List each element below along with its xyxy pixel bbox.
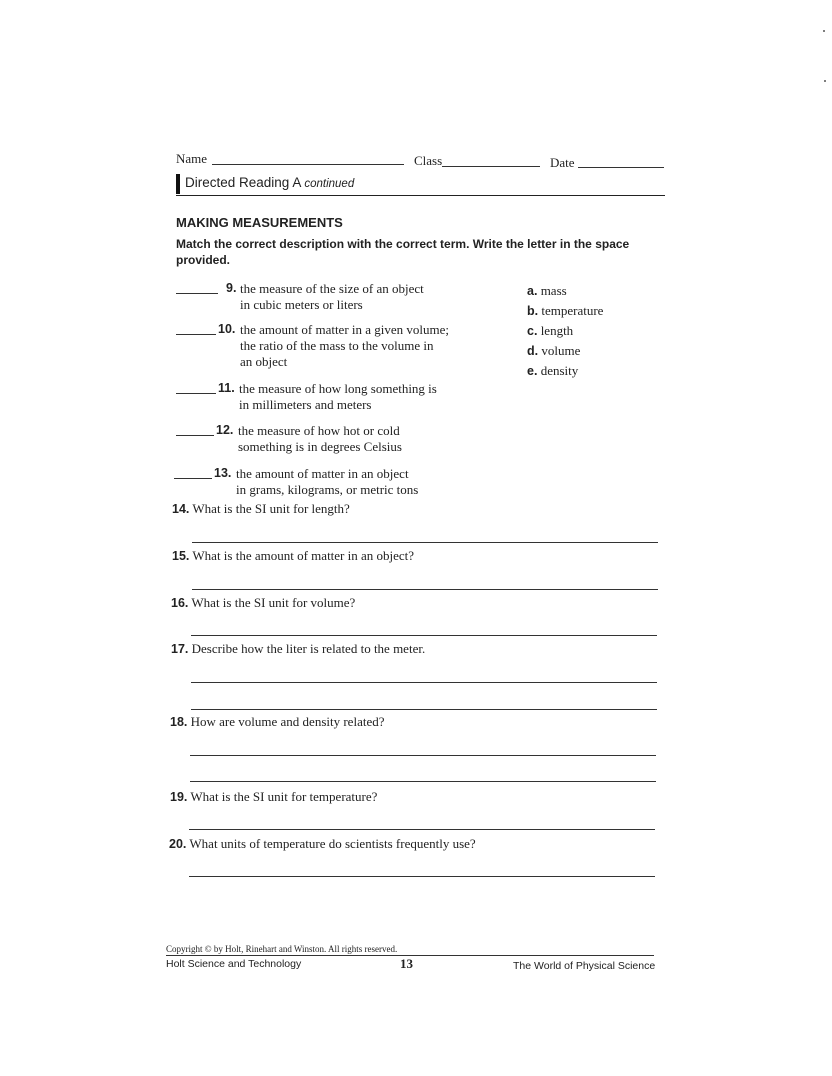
instructions: Match the correct description with the correct term. Write the letter in the space provided. xyxy=(176,237,630,267)
item-number: 9. xyxy=(226,281,237,295)
answer-line-15[interactable] xyxy=(192,589,658,590)
answer-line-17a[interactable] xyxy=(191,682,657,683)
question-14 xyxy=(172,501,350,517)
copyright: Copyright © by Holt, Rinehart and Winston. All rights reserved. xyxy=(166,944,398,954)
answer-line-16[interactable] xyxy=(191,635,657,636)
item-line: the amount of matter in a given volume; xyxy=(240,322,450,337)
scan-speck xyxy=(824,80,826,82)
reading-continued: continued xyxy=(304,178,355,190)
term-letter: d. xyxy=(527,344,539,358)
term-text: density xyxy=(540,363,579,378)
item-number: 10. xyxy=(218,322,236,336)
page-number: 13 xyxy=(400,956,413,971)
reading-title xyxy=(185,175,354,190)
item-description xyxy=(238,423,508,455)
question-text: What is the SI unit for volume? xyxy=(191,595,356,610)
answer-line-18a[interactable] xyxy=(190,755,656,756)
title-bar-marker xyxy=(176,174,180,194)
item-line: the measure of the size of an object xyxy=(240,281,424,296)
question-number: 17. xyxy=(171,642,189,656)
answer-blank[interactable] xyxy=(176,293,218,294)
question-number: 18. xyxy=(170,715,188,729)
question-15 xyxy=(172,548,414,564)
question-16 xyxy=(171,595,355,611)
date-label: Date xyxy=(550,155,575,170)
footer-left: Holt Science and Technology xyxy=(166,958,302,970)
item-description xyxy=(239,381,509,413)
section-title: MAKING MEASUREMENTS xyxy=(176,215,343,230)
item-number: 12. xyxy=(216,423,234,437)
term-letter: e. xyxy=(527,364,538,378)
question-text: What is the SI unit for length? xyxy=(192,501,350,516)
item-line: in cubic meters or liters xyxy=(240,297,363,312)
term-text: mass xyxy=(540,283,567,298)
term-letter: c. xyxy=(527,324,538,338)
answer-blank[interactable] xyxy=(176,393,216,394)
question-text: What is the SI unit for temperature? xyxy=(190,789,378,804)
item-line: an object xyxy=(240,354,288,369)
question-17 xyxy=(171,641,425,657)
question-text: What is the amount of matter in an object? xyxy=(192,548,415,563)
item-line: in millimeters and meters xyxy=(239,397,372,412)
term-item xyxy=(527,343,667,363)
item-line: in grams, kilograms, or metric tons xyxy=(236,482,419,497)
footer-right: The World of Physical Science xyxy=(513,960,656,972)
item-line: something is in degrees Celsius xyxy=(238,439,402,454)
term-list xyxy=(527,283,667,383)
term-item xyxy=(527,363,667,383)
answer-blank[interactable] xyxy=(174,478,212,479)
answer-line-18b[interactable] xyxy=(190,781,656,782)
item-description xyxy=(240,322,510,370)
question-number: 20. xyxy=(169,837,187,851)
item-line: the ratio of the mass to the volume in xyxy=(240,338,434,353)
term-text: length xyxy=(540,323,574,338)
term-letter: b. xyxy=(527,304,539,318)
class-blank[interactable] xyxy=(442,166,540,167)
question-19 xyxy=(170,789,377,805)
term-text: temperature xyxy=(541,303,604,318)
item-description xyxy=(240,281,510,313)
title-rule xyxy=(176,195,665,196)
question-number: 14. xyxy=(172,502,190,516)
scan-speck xyxy=(823,30,825,32)
item-line: the measure of how long something is xyxy=(239,381,437,396)
date-blank[interactable] xyxy=(578,167,664,168)
answer-blank[interactable] xyxy=(176,435,214,436)
term-letter: a. xyxy=(527,284,538,298)
answer-line-17b[interactable] xyxy=(191,709,657,710)
item-number: 11. xyxy=(218,381,235,395)
question-20 xyxy=(169,836,476,852)
class-label: Class xyxy=(414,153,443,168)
item-description xyxy=(236,466,506,498)
question-number: 16. xyxy=(171,596,189,610)
question-text: How are volume and density related? xyxy=(190,714,385,729)
question-number: 15. xyxy=(172,549,190,563)
answer-line-20[interactable] xyxy=(189,876,655,877)
item-line: the measure of how hot or cold xyxy=(238,423,400,438)
term-text: volume xyxy=(541,343,581,358)
answer-line-14[interactable] xyxy=(192,542,658,543)
term-item xyxy=(527,323,667,343)
question-text: What units of temperature do scientists frequently use? xyxy=(189,836,476,851)
question-text: Describe how the liter is related to the meter. xyxy=(191,641,426,656)
question-18 xyxy=(170,714,385,730)
answer-blank[interactable] xyxy=(176,334,216,335)
name-blank[interactable] xyxy=(212,164,404,165)
term-item xyxy=(527,283,667,303)
reading-title-text: Directed Reading A xyxy=(185,175,301,190)
question-number: 19. xyxy=(170,790,188,804)
term-item xyxy=(527,303,667,323)
item-line: the amount of matter in an object xyxy=(236,466,409,481)
name-label: Name xyxy=(176,151,208,166)
item-number: 13. xyxy=(214,466,232,480)
answer-line-19[interactable] xyxy=(189,829,655,830)
